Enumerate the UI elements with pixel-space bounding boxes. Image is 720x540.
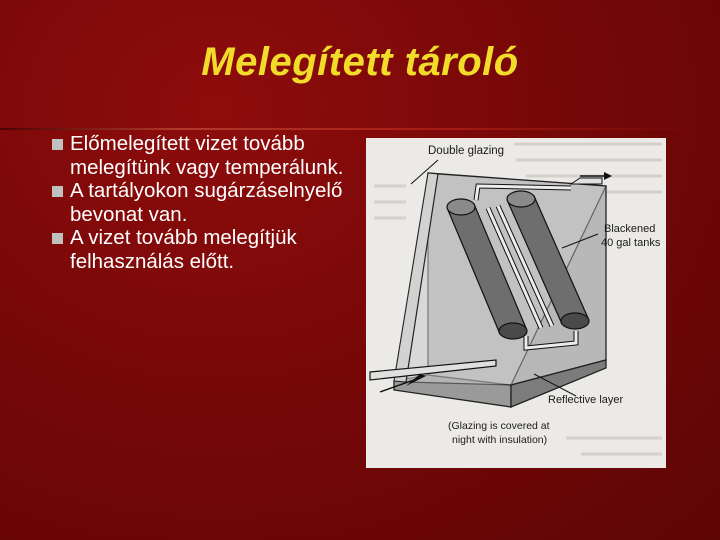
label-reflective-layer: Reflective layer [548,394,624,406]
bullet-item [48,226,358,273]
title-divider [0,128,720,130]
square-bullet-icon [52,186,63,197]
label-40-gal-tanks: 40 gal tanks [601,237,661,249]
bullet-item [48,132,358,179]
outlet-arrow-icon [604,172,612,180]
square-bullet-icon [52,139,63,150]
slide-title: Melegített tároló [201,40,519,84]
outlet-pipe [571,178,602,184]
label-double-glazing: Double glazing [428,145,505,157]
bullet-text: A vizet tovább melegítjük felhasználás előtt. [70,226,297,273]
bullet-text: A tartályokon sugárzáselnyelő bevonat van. [70,179,343,226]
bullet-item [48,179,358,226]
storage-collector-diagram [366,138,666,468]
bullet-list [48,132,358,274]
label-blackened: Blackened [604,223,656,235]
label-glazing-note-line2: night with insulation) [452,434,548,446]
label-glazing-note-line1: (Glazing is covered at [448,420,550,432]
solar-storage-figure [366,138,666,468]
square-bullet-icon [52,233,63,244]
bullet-text: Előmelegített vizet tovább melegítünk vagy temperálunk. [70,132,344,179]
